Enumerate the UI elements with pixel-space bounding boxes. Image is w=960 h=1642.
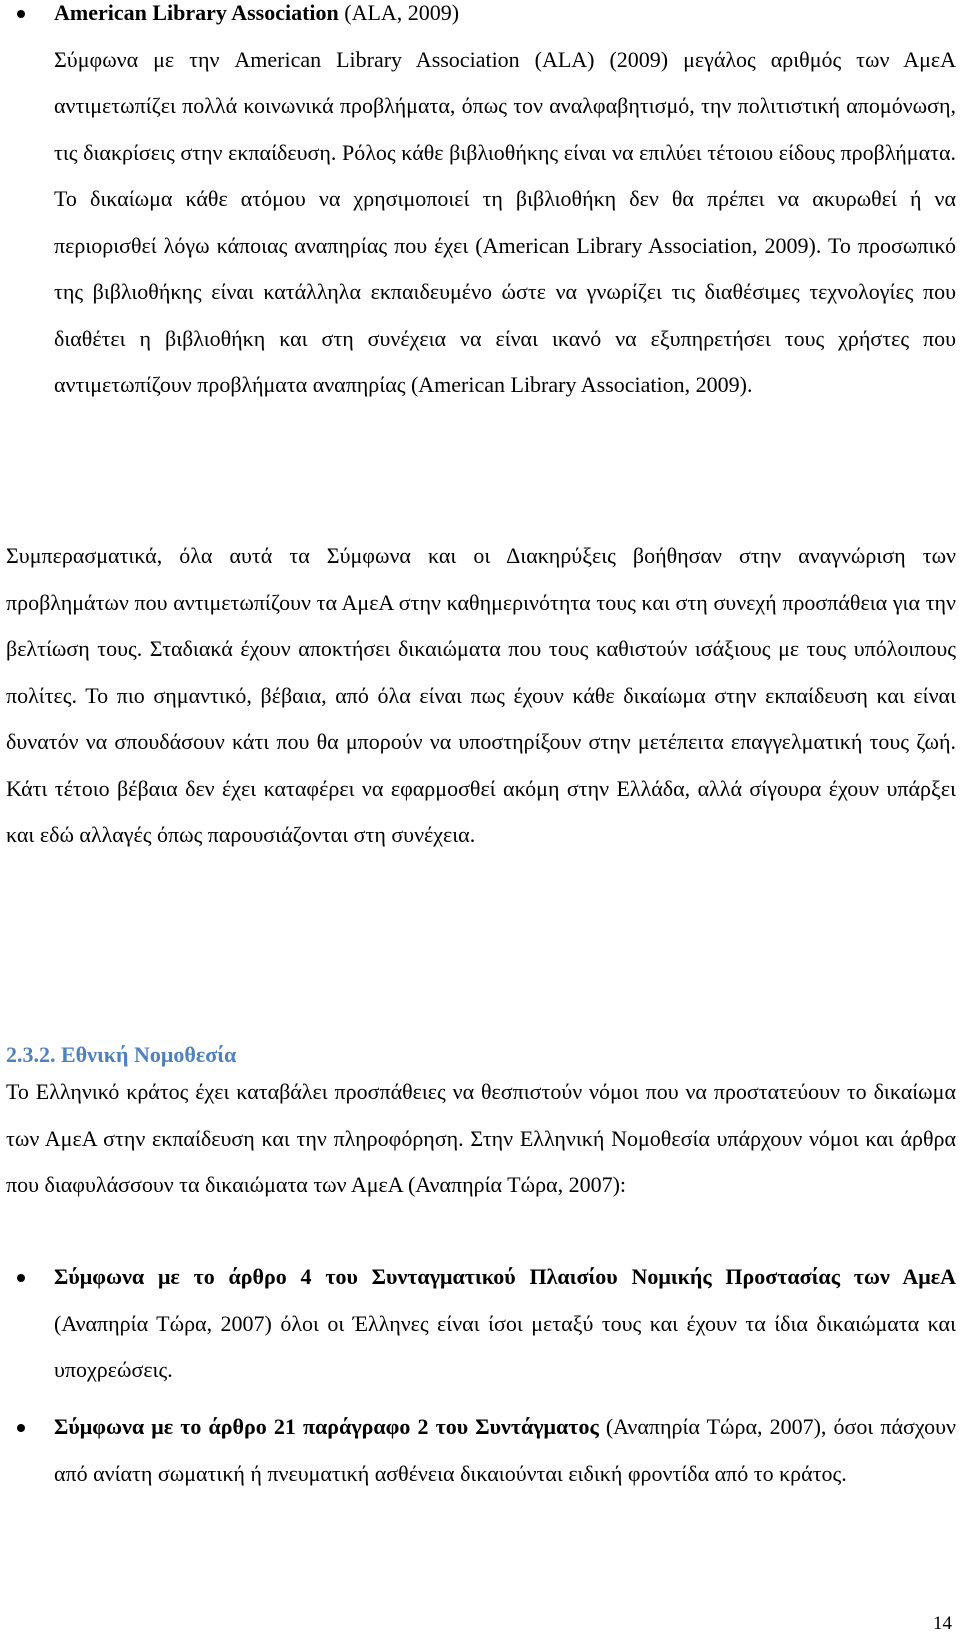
bullet-dot bbox=[17, 1424, 25, 1432]
bullet-article-4-bold: Σύμφωνα με το άρθρο 4 του Συνταγματικού Πλαισίου Νομικής Προστασίας των ΑμεΑ bbox=[54, 1264, 956, 1289]
section-intro-paragraph: Το Ελληνικό κράτος έχει καταβάλει προσπάθειες να θεσπιστούν νόμοι που να προστατεύουν το δικαίωμα των ΑμεΑ στην εκπαίδευση και την πληροφόρηση. Στην Ελληνική Νομοθεσία υπάρχουν νόμοι και άρθρα που διαφυλάσσουν τα δικαιώματα των ΑμεΑ (Αναπηρία Τώρα, 2007): bbox=[6, 1079, 956, 1197]
bullet-ala-body: Σύμφωνα με την American Library Association (ALA) (2009) μεγάλος αριθμός των ΑμεΑ αντιμετωπίζει πολλά κοινωνικά προβλήματα, όπως τον αναλφαβητισμό, την πολιτιστική απομόνωση, τις διακρίσεις στην εκπαίδευση. Ρόλος κάθε βιβλιοθήκης είναι να επιλύει τέτοιου είδους προβλήματα. Το δικαίωμα κάθε ατόμου να χρησιμοποιεί τη βιβλιοθήκη δεν θα πρέπει να ακυρωθεί ή να περιορισθεί λόγω κάποιας αναπηρίας που έχει (American Library Association, 2009). Το προσωπικό της βιβλιοθήκης είναι κατάλληλα εκπαιδευμένο ώστε να γνωρίζει τις διαθέσιμες τεχνολογίες που διαθέτει η βιβλιοθήκη και στη συνέχεια να είναι ικανό να εξυπηρετήσει τους χρήστες που αντιμετωπίζουν προβλήματα αναπηρίας (American Library Association, 2009). bbox=[54, 46, 956, 397]
bullet-dot bbox=[17, 1274, 25, 1282]
bullet-article-21-bold: Σύμφωνα με το άρθρο 21 παράγραφο 2 του Συντάγματος bbox=[54, 1414, 599, 1439]
bullet-dot bbox=[17, 10, 25, 18]
bullet-ala-title-suffix: (ALA, 2009) bbox=[338, 0, 460, 25]
bullet-article-21-text: (Αναπηρία Τώρα, 2007), όσοι πάσχουν από ανίατη σωματική ή πνευματική ασθένεια δικαιούνται ειδική φροντίδα από το κράτος. bbox=[54, 1414, 956, 1486]
bullet-article-4-text: (Αναπηρία Τώρα, 2007) όλοι οι Έλληνες είναι ίσοι μεταξύ τους και έχουν τα ίδια δικαιώματα και υποχρεώσεις. bbox=[54, 1310, 956, 1382]
section-title: Εθνική Νομοθεσία bbox=[61, 1042, 237, 1067]
bullet-ala bbox=[54, 0, 956, 409]
conclusion-paragraph: Συμπερασματικά, όλα αυτά τα Σύμφωνα και οι Διακηρύξεις βοήθησαν στην αναγνώριση των προβλημάτων που αντιμετωπίζουν τα ΑμεΑ στην καθημερινότητα τους και στη συνεχή προσπάθεια για την βελτίωση τους. Σταδιακά έχουν αποκτήσει δικαιώματα που τους καθιστούν ισάξιους με τους υπόλοιπους πολίτες. Το πιο σημαντικό, βέβαια, από όλα είναι πως έχουν κάθε δικαίωμα στην εκπαίδευση και είναι δυνατόν να σπουδάσουν κάτι που θα μπορούν να υποστηρίξουν στην μετέπειτα επαγγελματική τους ζωή. Κάτι τέτοιο βέβαια δεν έχει καταφέρει να εφαρμοσθεί ακόμη στην Ελλάδα, αλλά σίγουρα έχουν υπάρξει και εδώ αλλαγές όπως παρουσιάζονται στη συνέχεια. bbox=[6, 543, 956, 847]
section-number: 2.3.2. bbox=[6, 1042, 56, 1067]
bullet-ala-title: American Library Association bbox=[54, 0, 339, 25]
page-number: 14 bbox=[933, 1613, 952, 1634]
bullet-article-4 bbox=[54, 1254, 956, 1394]
bullet-article-21 bbox=[54, 1404, 956, 1497]
